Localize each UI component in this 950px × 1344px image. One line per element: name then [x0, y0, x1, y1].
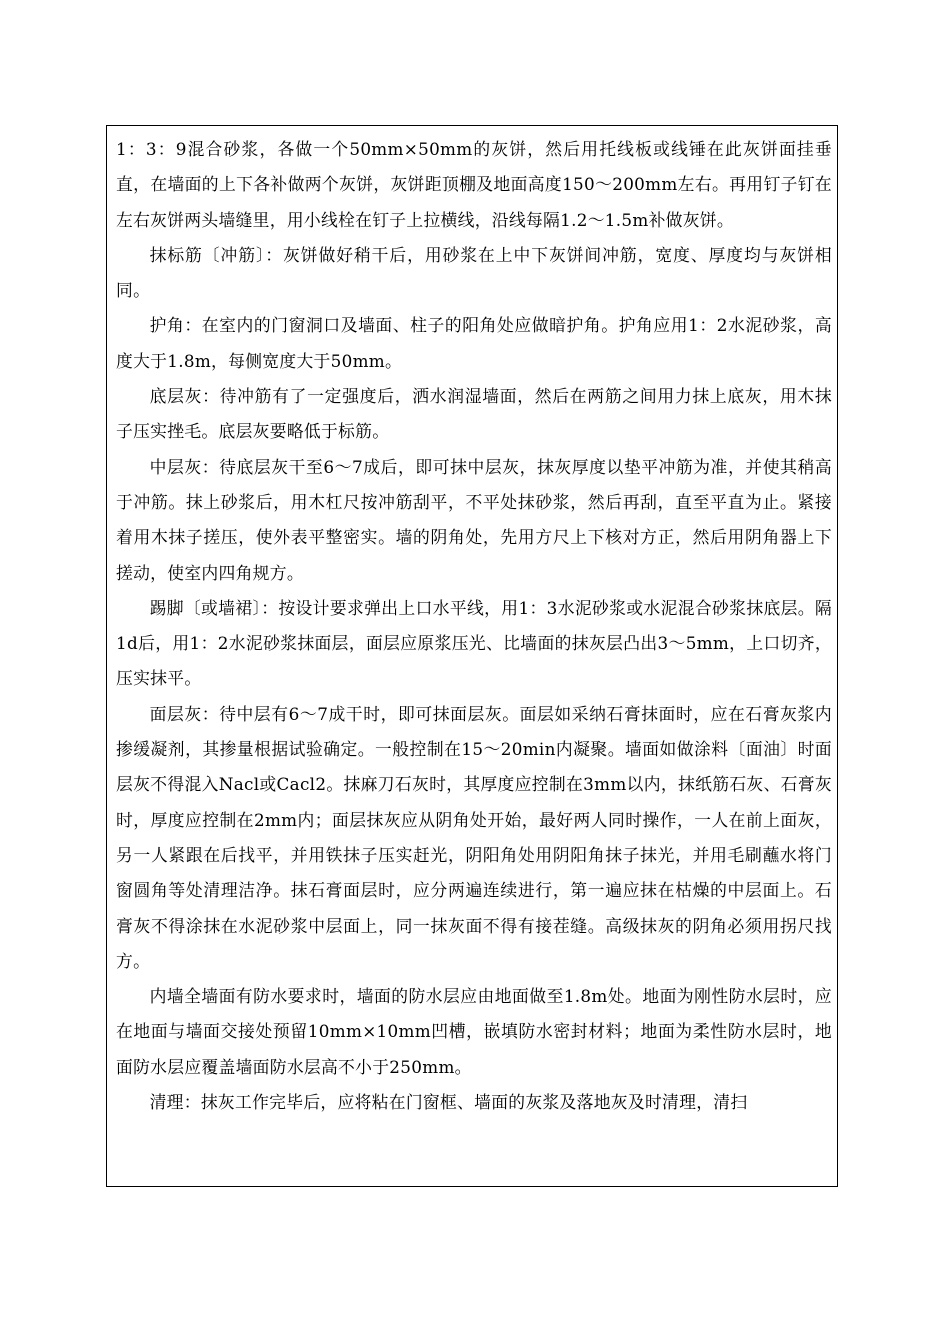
- paragraph-corner-protection: 护角：在室内的门窗洞口及墙面、柱子的阳角处应做暗护角。护角应用1：2水泥砂浆，高度大于1.8m，每侧宽度大于50mm。: [116, 315, 832, 371]
- paragraph-finish-coat: 面层灰：待中层有6～7成干时，即可抹面层灰。面层如采纳石膏抹面时，应在石膏灰浆内掺缓凝剂，其掺量根据试验确定。一般控制在15～20min内凝聚。墙面如做涂料〔面油〕时面层灰不得混入Nacl或Cacl2。抹麻刀石灰时，其厚度应控制在3mm以内，抹纸筋石灰、石膏灰时，厚度应控制在2mm内；面层抹灰应从阴角处开始，最好两人同时操作，一人在前上面灰，另一人紧跟在后找平，并用铁抹子压实赶光，阴阳角处用阴阳角抹子抹光，并用毛刷蘸水将门窗圆角等处清理洁净。抹石膏面层时，应分两遍连续进行，第一遍应抹在枯燥的中层面上。石膏灰不得涂抹在水泥砂浆中层面上，同一抹灰面不得有接茬缝。高级抹灰的阴角必须用拐尺找方。: [116, 703, 832, 971]
- paragraph-waterproofing: 内墙全墙面有防水要求时，墙面的防水层应由地面做至1.8m处。地面为刚性防水层时，应在地面与墙面交接处预留10mm×10mm凹槽，嵌填防水密封材料；地面为柔性防水层时，地面防水层应覆盖墙面防水层高不小于250mm。: [116, 986, 832, 1077]
- text-body: [116, 132, 832, 1120]
- paragraph-middle-coat: 中层灰：待底层灰干至6～7成后，即可抹中层灰，抹灰厚度以垫平冲筋为准，并使其稍高于冲筋。抹上砂浆后，用木杠尺按冲筋刮平，不平处抹砂浆，然后再刮，直至平直为止。紧接着用木抹子搓压，使外表平整密实。墙的阴角处，先用方尺上下核对方正，然后用阴角器上下搓动，使室内四角规方。: [116, 456, 832, 583]
- paragraph-base-coat: 底层灰：待冲筋有了一定强度后，洒水润湿墙面，然后在两筋之间用力抹上底灰，用木抹子压实挫毛。底层灰要略低于标筋。: [116, 386, 832, 442]
- content-frame: [106, 125, 838, 1187]
- paragraph-cleanup: 清理：抹灰工作完毕后，应将粘在门窗框、墙面的灰浆及落地灰及时清理，清扫: [149, 1092, 748, 1113]
- paragraph-skirting: 踢脚〔或墙裙〕：按设计要求弹出上口水平线，用1：3水泥砂浆或水泥混合砂浆抹底层。隔1d后，用1：2水泥砂浆抹面层，面层应原浆压光、比墙面的抹灰层凸出3～5mm，上口切齐，压实抹平。: [116, 597, 832, 689]
- paragraph-mix-mortar: 1：3：9混合砂浆，各做一个50mm×50mm的灰饼，然后用托线板或线锤在此灰饼面挂垂直，在墙面的上下各补做两个灰饼，灰饼距顶棚及地面高度150～200mm左右。再用钉子钉在左右灰饼两头墙缝里，用小线栓在钉子上拉横线，沿线每隔1.2～1.5m补做灰饼。: [116, 139, 832, 230]
- paragraph-screed-strips: 抹标筋〔冲筋〕：灰饼做好稍干后，用砂浆在上中下灰饼间冲筋，宽度、厚度均与灰饼相同。: [116, 244, 832, 301]
